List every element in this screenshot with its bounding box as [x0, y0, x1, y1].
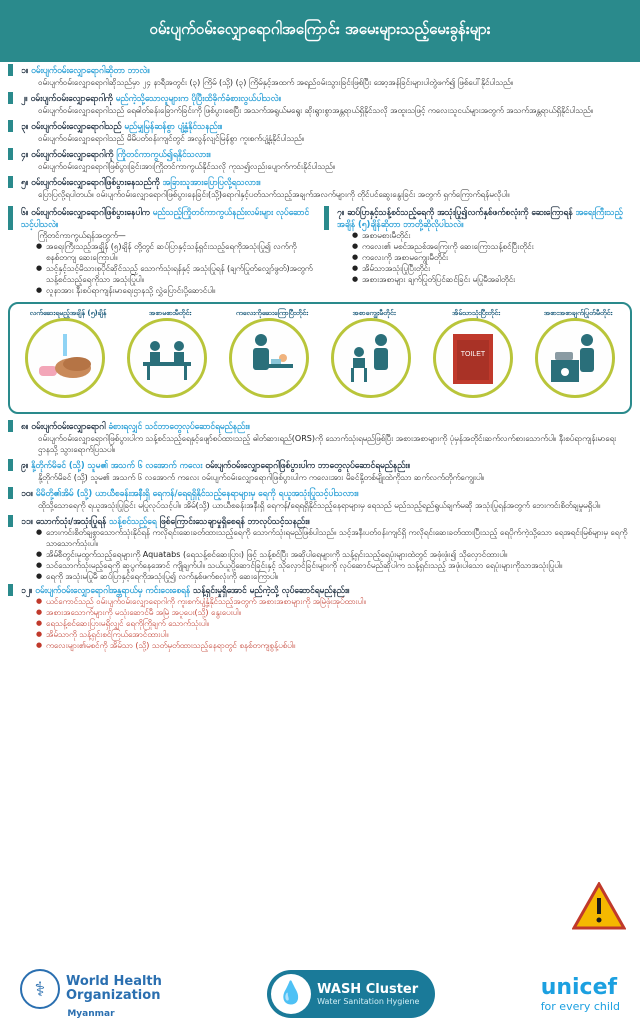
question-highlight: ကြိုတင်ကာကွယ်၍ရနိုင်သလား။: [116, 149, 211, 159]
list-item: ● ရေကို အသုံးမပြုမီ ဆပ်ပြာနှင့်ရေကိုအသုံးပြု၍ လက်နှစ်ဖက်စလုံးကို ဆေးကြောပါ။: [38, 571, 632, 582]
question-highlight: မည်မျှမြန်ဆန်စွာ ပျံ့နှံ့နိုင်သနည်း။: [124, 121, 223, 131]
column-q6: [8, 206, 316, 296]
toilet-sign: TOILET: [460, 351, 486, 358]
wash-cluster-logo: [267, 970, 435, 1018]
question-text: သန့်ရှင်းမှုရှိအောင် မည်ကဲ့သို့ လုပ်ဆောင်ရမည်နည်း။: [193, 585, 350, 595]
illustration-label: အစာမစားမီတိုင်း: [148, 309, 192, 317]
question-2: [8, 92, 632, 104]
water-drop-icon: 💧: [271, 974, 311, 1014]
question-text: ဝမ်းပျက်ဝမ်းလျှောရောဂါဖြစ်ပွားနေသည်ကို: [31, 177, 163, 187]
list-item: ● အိမ်သာအသုံးပြုပြီးတိုင်း: [354, 263, 632, 274]
wash-wordmark: [317, 982, 419, 1006]
who-country: Myanmar: [67, 1008, 115, 1019]
illustration-cooking: [535, 309, 615, 398]
illustration-toilet: [433, 309, 513, 398]
illustration-label: အိမ်သာသုံးပြီးတိုင်း: [451, 309, 501, 317]
illustration-label: အစားအစာချက်ပြုတ်မီတိုင်း: [543, 309, 613, 317]
question-number: ၅။: [21, 177, 29, 187]
illustration-handwash: [25, 309, 107, 398]
answer-3: ဝမ်းပျက်ဝမ်းလျှောရောဂါသည် မိမိပတ်ဝန်းကျင်တွင် အလွန်လျင်မြန်စွာ ကူးစက်ပျံ့နှံ့နိုင်ပါသည်။: [38, 134, 305, 143]
question-7: [324, 206, 632, 230]
question-text: မိမိတို့၏အိမ် (သို့) ယာယီစခန်းအနီးရှိ ရေကန်/ရေရရှိနိုင်သည့်နေရာများမှ ရေကို ရယူအသုံးပြုသင့်ပါသလား။: [35, 488, 359, 498]
list-item: ● သင့်နှင့်သင့်မိသားစုပိုင်ဆိုင်သည့် သောက်သုံးရန်နှင့် အသုံးပြုရန် (ချက်ပြုတ်လျှော်ဖွတ်)အတွက် သန့်စင်သည့်ရေကိုသာ အသုံးပြုပါ။: [38, 263, 316, 285]
faq-item-8: [8, 420, 632, 457]
who-name-line1: World Health: [66, 973, 162, 989]
answer-5: ပြောပြလို့ရပါတယ်။ ဝမ်းပျက်ဝမ်းလျှောရောဂါဖြစ်ပွားနေခြင်း(သို့)ရောဂါနှင့်ပတ်သက်သည့်အချက်အလက်များကို တိုင်ပင်ဆွေးနွေးခြင်း အတွက် ရှက်ကြောက်ရန်မလိုပါ။: [38, 190, 510, 199]
question-4: [8, 148, 632, 160]
q11-list: [8, 527, 632, 582]
handwashing-illustration: [8, 302, 632, 414]
handwash-icon: [33, 326, 97, 390]
feeding-child-icon: [339, 326, 403, 390]
question-text: သောက်သုံး/အသုံးပြုရန်: [35, 516, 110, 526]
wash-subtitle: Water Sanitation Hygiene: [317, 996, 420, 1006]
list-item: ● ဘေးကင်းစိတ်ချစွာသောက်သုံးနိုင်ရန် ကလိုရင်းဆေးခတ်ထားသည့်ရေကို သောက်သုံးရမည်ဖြစ်ပါသည်။ သင့်အနီးပတ်ဝန်းကျင်ရှိ ကလိုရင်းဆေးခတ်ထားပြီးသည့် ရေပိုက်ကဲ့သို့သော ရေအရင်းမြစ်များမှ ရေကိုသာသောက်သုံးပါ။: [38, 527, 632, 549]
faq-item-10: [8, 487, 632, 513]
unicef-wordmark: unicef: [540, 974, 618, 1000]
illustration-label: ကလေးကိုဆေးကြောပြီးတိုင်း: [235, 309, 309, 317]
question-number: ၃။: [21, 121, 29, 131]
list-item: ● အိမ်သာကို သန့်ရှင်းစင်ကြယ်အောင်ထားပါ။: [38, 629, 632, 640]
illustration-label: အစာကျွေးမီတိုင်း: [352, 309, 396, 317]
two-column-section: [8, 206, 632, 296]
page-title: ဝမ်းပျက်ဝမ်းလျှောရောဂါအကြောင်း အမေးများသည့်မေးခွန်းများ: [149, 20, 491, 38]
list-item: ● အစားအစာများ ချက်ပြုတ်ပြင်ဆင်ခြင်း မပြုမီအခါတိုင်း: [354, 274, 632, 285]
who-logo-row: [20, 969, 162, 1009]
faq-item-4: [8, 148, 632, 174]
question-number: ၉။: [21, 460, 29, 470]
who-logo: [20, 969, 162, 1019]
q6-intro: ကြိုတင်ကာကွယ်ရန်အတွက်—: [38, 231, 126, 240]
question-text: ဖြစ်ကြောင်းသေချာမှုရှိစေရန် ဘာလုပ်သင့်သနည်း။: [159, 516, 310, 526]
question-highlight: သန့်စင်သည့်ရေ: [109, 516, 160, 526]
list-item: ● လူနာအား နီးစပ်ရာကျန်းမာရေးဌာနသို့ လွှဲပြောင်းပို့ဆောင်ပါ။: [38, 285, 316, 296]
question-number: ၇။: [337, 207, 345, 217]
footer-logos: [0, 956, 640, 1031]
question-12: [8, 584, 632, 596]
column-q7: [324, 206, 632, 296]
question-highlight: မည်သည့်ကြိုတင်ကာကွယ်နည်းလမ်းများ လုပ်ဆောင်သင့်ပါသလဲ။: [21, 207, 310, 229]
question-11: [8, 515, 632, 527]
question-number: ၁၂။: [21, 585, 33, 595]
question-number: ၁။: [21, 65, 29, 75]
question-text: ဆပ်ပြာနှင့်သန့်စင်သည့်ရေကို အသုံးပြု၍လက်နှစ်ဖက်စလုံးကို ဆေးကြောရန်: [347, 207, 576, 217]
header-bar: [0, 0, 640, 62]
faq-item-2: [8, 92, 632, 118]
question-highlight: နို့တိုက်မိခင် (သို့) သူမ၏ အသက် ၆ လအောက် ကလေး: [31, 460, 206, 470]
question-text: ဝမ်းပျက်ဝမ်းလျှောရောဂါဆိုတာ ဘာလဲ။: [31, 65, 150, 75]
question-number: ၂။: [21, 93, 28, 103]
faq-item-3: [8, 120, 632, 146]
answer-8: ဝမ်းပျက်ဝမ်းလျှောရောဂါဖြစ်ပွားပါက သန့်စင်သည့်ရေနှင့်ဖျော်စပ်ထားသည့် ဓါတ်ဆားရည်(ORS)ကို သောက်သုံးရမည်ဖြစ်ပြီး အစားအစာများကို ပုံမှန်အတိုင်းဆက်လက်စားသောက်ပါ။ နီးစပ်ရာကျန်းမာရေးဌာနသို့ သွားရောက်ပြသပါ။: [38, 434, 617, 454]
wash-title: WASH Cluster: [317, 981, 419, 997]
question-text: ဝမ်းပျက်ဝမ်းလျှောရောဂါဖြစ်ပွားနေပါက: [31, 207, 153, 217]
list-item: ● သင်သောက်သုံးမည့်ရေကို ဆူပွက်နေအောင် ကျိုချက်ပါ။ သယ်ယူပို့ဆောင်ခြင်းနှင့် သိုလှောင်ခြင်းများကို လုပ်ဆောင်မည်ဆိုပါက သန့်ရှင်းသည့် အဖုံးပါသော ရေပုံးများကိုသာအသုံးပြုပါ။: [38, 560, 632, 571]
illustration-feeding: [331, 309, 411, 398]
illustration-baby-care: [229, 309, 309, 398]
faq-item-1: [8, 64, 632, 90]
question-highlight: ဝမ်းပျက်ဝမ်းလျှောရောဂါအန္တရာယ်မှ ကင်းဝေးစေရန်: [35, 585, 194, 595]
list-item: ● အစာမစားမီတိုင်း: [354, 230, 632, 241]
warning-icon: [572, 882, 626, 930]
question-9: [8, 459, 632, 471]
list-item: ● ရေသန့်စင်ဆေးပြားမရှိလျှင် ရေကိုကြိုချက် သောက်သုံးပါ။: [38, 618, 632, 629]
answer-9: နို့တိုက်မိခင် (သို့) သူမ၏ အသက် ၆ လအောက် ကလေး ဝမ်းပျက်ဝမ်းလျှောရောဂါဖြစ်ပွားပါက ကလေးအား မိခင်နို့တစ်မျိုးထဲကိုသာ ဆက်လက်တိုက်ကျွေးပါ။: [38, 473, 485, 482]
q12-list: [8, 596, 632, 651]
list-item: ● ကလေးကို အစာမကျွေးမီတိုင်း: [354, 252, 632, 263]
unicef-tagline: for every child: [540, 999, 620, 1013]
question-highlight: အခြားသူအားပြောပြလို့ရသလား။: [162, 177, 261, 187]
content: [8, 64, 632, 653]
question-text: ဝမ်းပျက်ဝမ်းလျှောရောဂါကို: [30, 93, 116, 103]
question-number: ၁၁။: [21, 516, 33, 526]
question-number: ၄။: [21, 149, 29, 159]
cooking-icon: [543, 326, 607, 390]
question-highlight: အရေးကြီးသည့်အချိန် (၅)ချိန်ဆိုတာ ဘာတို့ဆိုလိုပါသလဲ။: [337, 207, 623, 229]
list-item: ● အိမ်စီတွင်းမှထွက်သည့်ရေများကို Aquatabs (ရေသန့်စင်ဆေးပြား) ဖြင့် သန့်စင်ပြီး အဆိုပါရေများကို သန့်ရှင်းသည့်ရေပုံးများထဲတွင် အဖုံးဖုံး၍ သိုလှောင်ထားပါ။: [38, 549, 632, 560]
question-5: [8, 176, 632, 188]
answer-4: ဝမ်းပျက်ဝမ်းလျှောရောဂါဖြစ်ပွားခြင်းအားကြိုတင်ကာကွယ်နိုင်သလို ကုသ၍လည်းပျောက်ကင်းနိုင်ပါသည်။: [38, 162, 336, 171]
answer-2: ဝမ်းပျက်ဝမ်းလျှောရောဂါသည် ရေဓါတ်ခန်းခြောက်ခြင်းကို ဖြစ်ပွားစေပြီး အသက်အရွယ်မရွေး ဆိုးရွားစွာအန္တရာယ်ရှိနိုင်သလို အထူးသဖြင့် ကလေးသူငယ်များအတွက် အသက်အန္တရာယ်ရှိနိုင်ပါသည်။: [38, 106, 594, 115]
q7-list: [324, 230, 632, 285]
question-number: ၈။: [21, 421, 29, 431]
who-wordmark: [66, 975, 162, 1003]
faq-item-9: [8, 459, 632, 485]
q6-list: [8, 241, 316, 296]
question-text: ဝမ်းပျက်ဝမ်းလျှောရောဂါ: [31, 421, 109, 431]
question-number: ၆။: [21, 207, 29, 217]
list-item: ● ကလေးများ၏မစင်ကို အိမ်သာ (သို့) သတ်မှတ်ထားသည့်နေရာတွင် စနစ်တကျစွန့်ပစ်ပါ။: [38, 640, 632, 651]
question-text: ဝမ်းပျက်ဝမ်းလျှောရောဂါသည်: [31, 121, 125, 131]
question-number: ၁၀။: [21, 488, 33, 498]
question-10: [8, 487, 632, 499]
faq-item-5: [8, 176, 632, 202]
family-eating-icon: [135, 326, 199, 390]
question-text: ဝမ်းပျက်ဝမ်းလျှောရောဂါကို: [31, 149, 117, 159]
baby-changing-icon: [237, 326, 301, 390]
list-item: ● အရေးကြီးသည့်အချိန် (၅)ချိန် တို့တွင် ဆပ်ပြာနှင့်သန့်ရှင်းသည့်ရေကိုအသုံးပြု၍ လက်ကိုစနစ်တကျ ဆေးကြောပါ။: [38, 241, 316, 263]
question-8: [8, 420, 632, 432]
who-name-line2: Organization: [66, 987, 161, 1003]
question-highlight: ခံစားရလျှင် သင်ဘာတွေလုပ်ဆောင်ရမည်နည်း။: [108, 421, 250, 431]
question-1: [8, 64, 632, 76]
illustration-label: လက်ဆေးရမည့်အချိန် (၅)ချိန်: [29, 309, 107, 317]
list-item: ● ကလေး၏ မစင်အညစ်အကြေးကို ဆေးကြောသန့်စင်ပြီးတိုင်း: [354, 241, 632, 252]
who-emblem-icon: ⚕: [20, 969, 60, 1009]
question-6: [8, 206, 316, 230]
faq-item-11: [8, 515, 632, 582]
question-3: [8, 120, 632, 132]
answer-1: ဝမ်းပျက်ဝမ်းလျှောရောဂါဆိုသည်မှာ ၂၄ နာရီအတွင်း (၃) ကြိမ် (သို့) (၃) ကြိမ်နှင့်အထက် အရည်ဝမ်းသွားခြင်းဖြစ်ပြီး အော့အန်ခြင်းများပါတွဲဖက်၍ ဖြစ်ပေါ်နိုင်ပါသည်။: [38, 78, 514, 87]
list-item: ● ယင်ကောင်သည် ဝမ်းပျက်ဝမ်းလျှောရောဂါကို ကူးစက်ပျံ့နှံ့နိုင်သည့်အတွက် အစားအစာများကို အမြဲဖုံးအုပ်ထားပါ။: [38, 596, 632, 607]
illustration-eating: [127, 309, 207, 398]
question-text: ဝမ်းပျက်ဝမ်းလျှောရောဂါဖြစ်ပွားပါက ဘာတွေလုပ်ဆောင်ရမည်နည်း။: [205, 460, 410, 470]
list-item: ● အစားအသောက်များကို မသုံးဆောင်မီ အမြဲ အပူပေး(သို့) နွေးပေးပါ။: [38, 607, 632, 618]
question-highlight: မည်ကဲ့သို့သောလူများက ပိုပြီးထိခိုက်ခံစားလွယ်ပါသလဲ။: [115, 93, 282, 103]
toilet-icon: [441, 326, 505, 390]
unicef-logo: [541, 975, 620, 1013]
faq-item-12: [8, 584, 632, 651]
answer-10: ထိုသို့သောရေကို ရယူအသုံးပြုခြင်း မပြုလုပ်သင့်ပါ။ အိမ်(သို့) ယာယီစခန်းအနီးရှိ ရေကန်/ရေရရှိနိုင်သည့်နေရာများမှ ရေသည် မည်သည့်ရည်ရွယ်ချက်မဆို အသုံးပြုရန်အတွက် ဘေးကင်းစိတ်ချမှုမရှိပါ။: [38, 501, 601, 510]
